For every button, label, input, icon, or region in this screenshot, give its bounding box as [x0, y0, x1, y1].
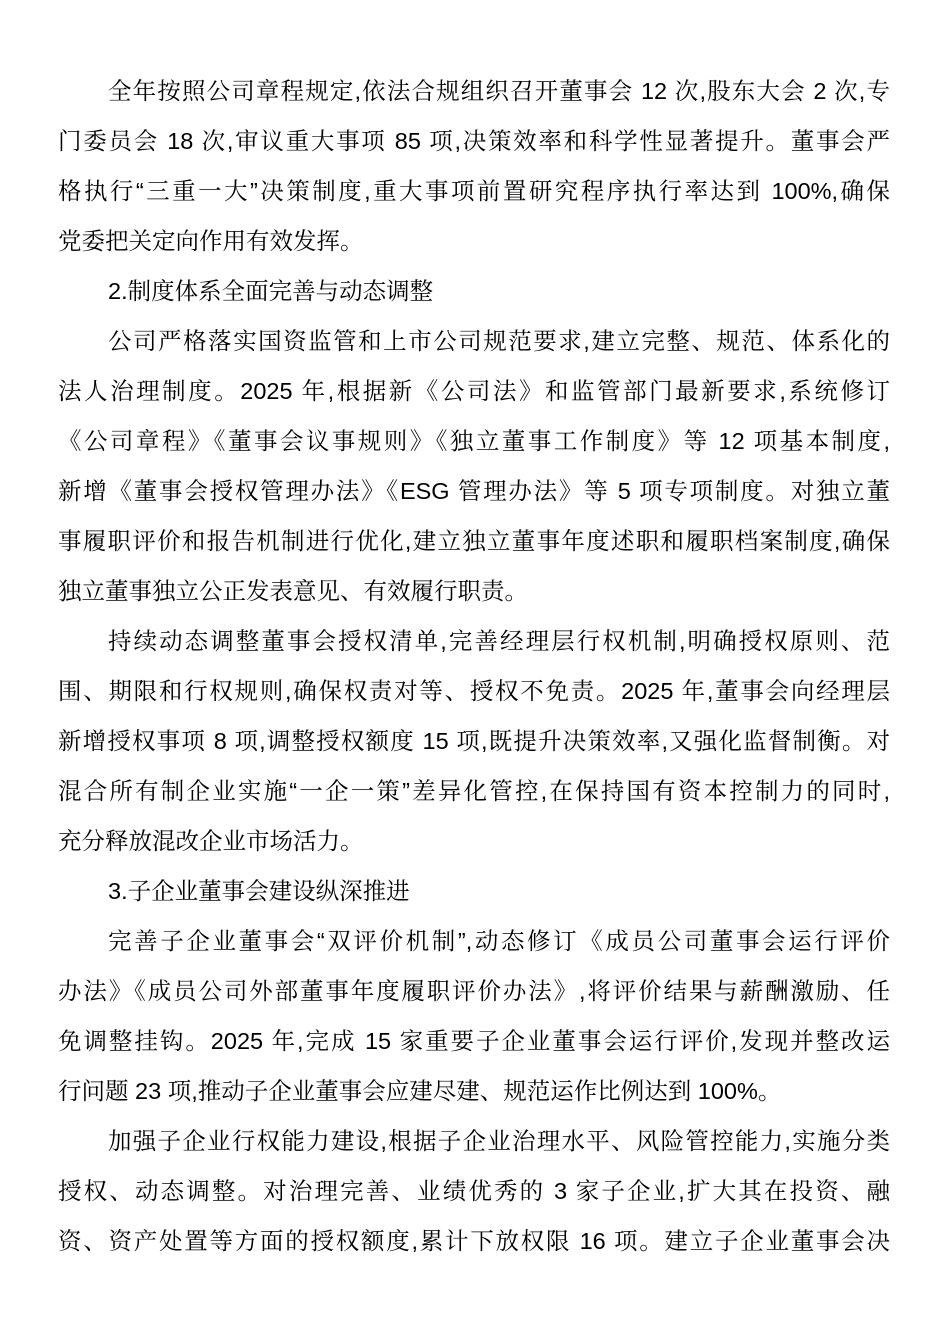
section-heading: 3.子企业董事会建设纵深推进 [108, 878, 410, 904]
paragraph-line: 独立董事独立公正发表意见、有效履行职责。 [58, 578, 528, 604]
paragraph-line: 资、资产处置等方面的授权额度,累计下放权限 16 项。建立子企业董事会决 [58, 1228, 890, 1254]
paragraph-line: 全年按照公司章程规定,依法合规组织召开董事会 12 次,股东大会 2 次,专 [108, 78, 890, 104]
paragraph-line: 新增授权事项 8 项,调整授权额度 15 项,既提升决策效率,又强化监督制衡。对 [58, 728, 890, 754]
paragraph-line: 混合所有制企业实施“一企一策”差异化管控,在保持国有资本控制力的同时, [58, 778, 890, 804]
paragraph-line: 格执行“三重一大”决策制度,重大事项前置研究程序执行率达到 100%,确保 [58, 178, 890, 204]
paragraph-line: 加强子企业行权能力建设,根据子企业治理水平、风险管控能力,实施分类 [108, 1128, 890, 1154]
section-heading: 2.制度体系全面完善与动态调整 [108, 278, 434, 304]
paragraph-line: 法人治理制度。2025 年,根据新《公司法》和监管部门最新要求,系统修订 [58, 378, 890, 404]
paragraph-line: 新增《董事会授权管理办法》《ESG 管理办法》等 5 项专项制度。对独立董 [58, 478, 890, 504]
paragraph-line: 事履职评价和报告机制进行优化,建立独立董事年度述职和履职档案制度,确保 [58, 528, 890, 554]
paragraph-line: 《公司章程》《董事会议事规则》《独立董事工作制度》等 12 项基本制度, [58, 428, 890, 454]
paragraph-line: 围、期限和行权规则,确保权责对等、授权不免责。2025 年,董事会向经理层 [58, 678, 890, 704]
paragraph-line: 办法》《成员公司外部董事年度履职评价办法》,将评价结果与薪酬激励、任 [58, 978, 890, 1004]
paragraph-line: 免调整挂钩。2025 年,完成 15 家重要子企业董事会运行评价,发现并整改运 [58, 1028, 890, 1054]
paragraph-line: 行问题 23 项,推动子企业董事会应建尽建、规范运作比例达到 100%。 [58, 1078, 782, 1104]
paragraph-line: 持续动态调整董事会授权清单,完善经理层行权机制,明确授权原则、范 [108, 628, 890, 654]
paragraph-line: 公司严格落实国资监管和上市公司规范要求,建立完整、规范、体系化的 [108, 328, 890, 354]
paragraph-line: 党委把关定向作用有效发挥。 [58, 228, 364, 254]
paragraph-line: 完善子企业董事会“双评价机制”,动态修订《成员公司董事会运行评价 [108, 928, 890, 954]
document-body [58, 66, 890, 1266]
paragraph-line: 门委员会 18 次,审议重大事项 85 项,决策效率和科学性显著提升。董事会严 [58, 128, 890, 154]
paragraph-line: 充分释放混改企业市场活力。 [58, 828, 364, 854]
paragraph-line: 授权、动态调整。对治理完善、业绩优秀的 3 家子企业,扩大其在投资、融 [58, 1178, 890, 1204]
